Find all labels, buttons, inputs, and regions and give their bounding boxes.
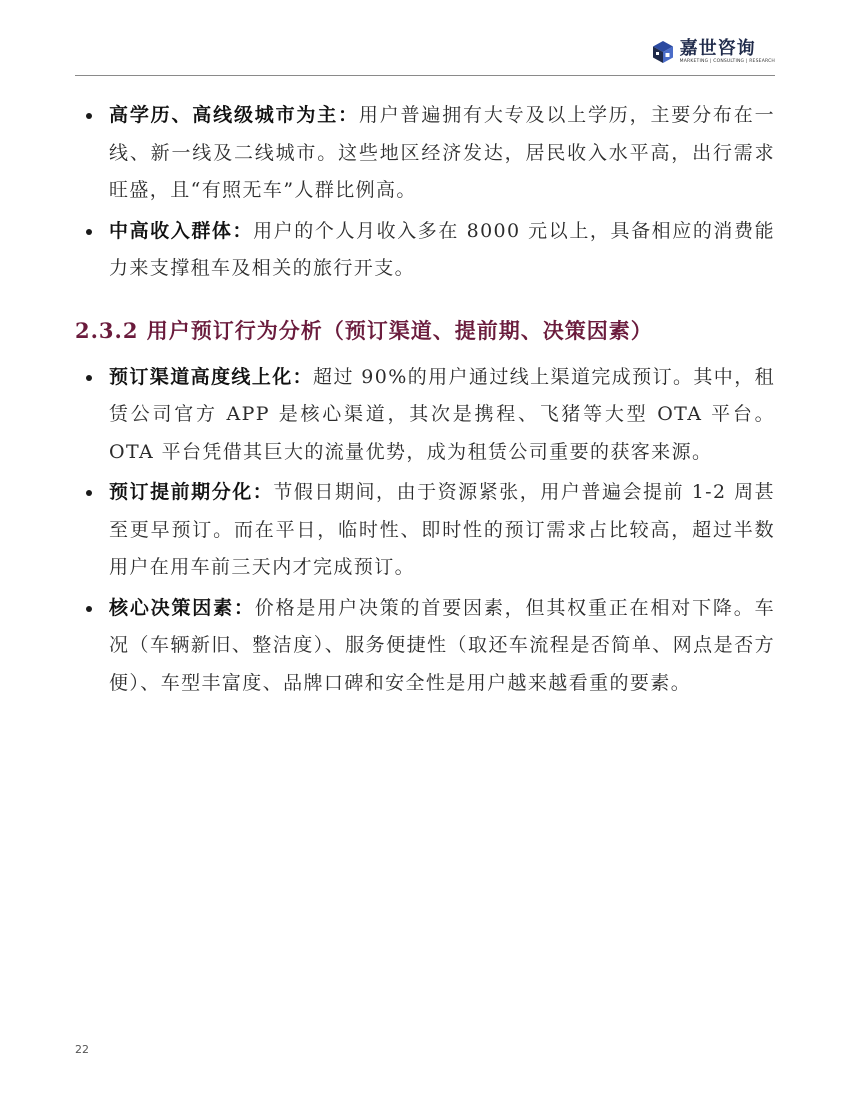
list-item bbox=[75, 474, 775, 587]
page-header bbox=[75, 0, 775, 76]
logo-english-tagline: MARKETING | CONSULTING | RESEARCH bbox=[679, 59, 775, 64]
bullet-list-booking-behavior bbox=[75, 359, 775, 703]
cube-logo-icon bbox=[652, 40, 674, 64]
bullet-text: 用户普遍拥有大专及以上学历，主要分布在一线、新一线及二线城市。这些地区经济发达，居民收入水平高，出行需求旺盛，且“有照无车”人群比例高。 bbox=[109, 104, 775, 201]
bullet-text: 价格是用户决策的首要因素，但其权重正在相对下降。车况（车辆新旧、整洁度）、服务便捷性（取还车流程是否简单、网点是否方便）、车型丰富度、品牌口碑和安全性是用户越来越看重的要素。 bbox=[109, 596, 775, 694]
logo-chinese-text: 嘉世咨询 bbox=[679, 38, 756, 59]
list-item bbox=[75, 359, 775, 472]
bullet-list-demographics bbox=[75, 97, 775, 288]
bullet-lead: 预订提前期分化： bbox=[109, 481, 274, 503]
list-item bbox=[75, 97, 775, 210]
header-divider bbox=[75, 75, 775, 76]
bullet-text: 超过 90%的用户通过线上渠道完成预订。其中，租赁公司官方 APP 是核心渠道，其次是携程、飞猪等大型 OTA 平台。OTA 平台凭借其巨大的流量优势，成为租赁公司重要的获客来源。 bbox=[109, 365, 775, 463]
bullet-text: 用户的个人月收入多在 8000 元以上，具备相应的消费能力来支撑租车及相关的旅行开支。 bbox=[109, 219, 775, 279]
bullet-lead: 高学历、高线级城市为主： bbox=[109, 104, 359, 126]
page-content bbox=[75, 97, 775, 705]
page-number: 22 bbox=[75, 1043, 89, 1056]
bullet-text: 节假日期间，由于资源紧张，用户普遍会提前 1-2 周甚至更早预订。而在平日，临时性、即时性的预订需求占比较高，超过半数用户在用车前三天内才完成预订。 bbox=[109, 481, 776, 578]
section-heading: 2.3.2 用户预订行为分析（预订渠道、提前期、决策因素） bbox=[75, 317, 653, 343]
bullet-lead: 核心决策因素： bbox=[109, 596, 255, 619]
list-item bbox=[75, 213, 775, 288]
bullet-lead: 中高收入群体： bbox=[109, 219, 254, 242]
brand-logo bbox=[652, 35, 775, 69]
list-item bbox=[75, 590, 775, 703]
bullet-lead: 预订渠道高度线上化： bbox=[109, 365, 314, 388]
